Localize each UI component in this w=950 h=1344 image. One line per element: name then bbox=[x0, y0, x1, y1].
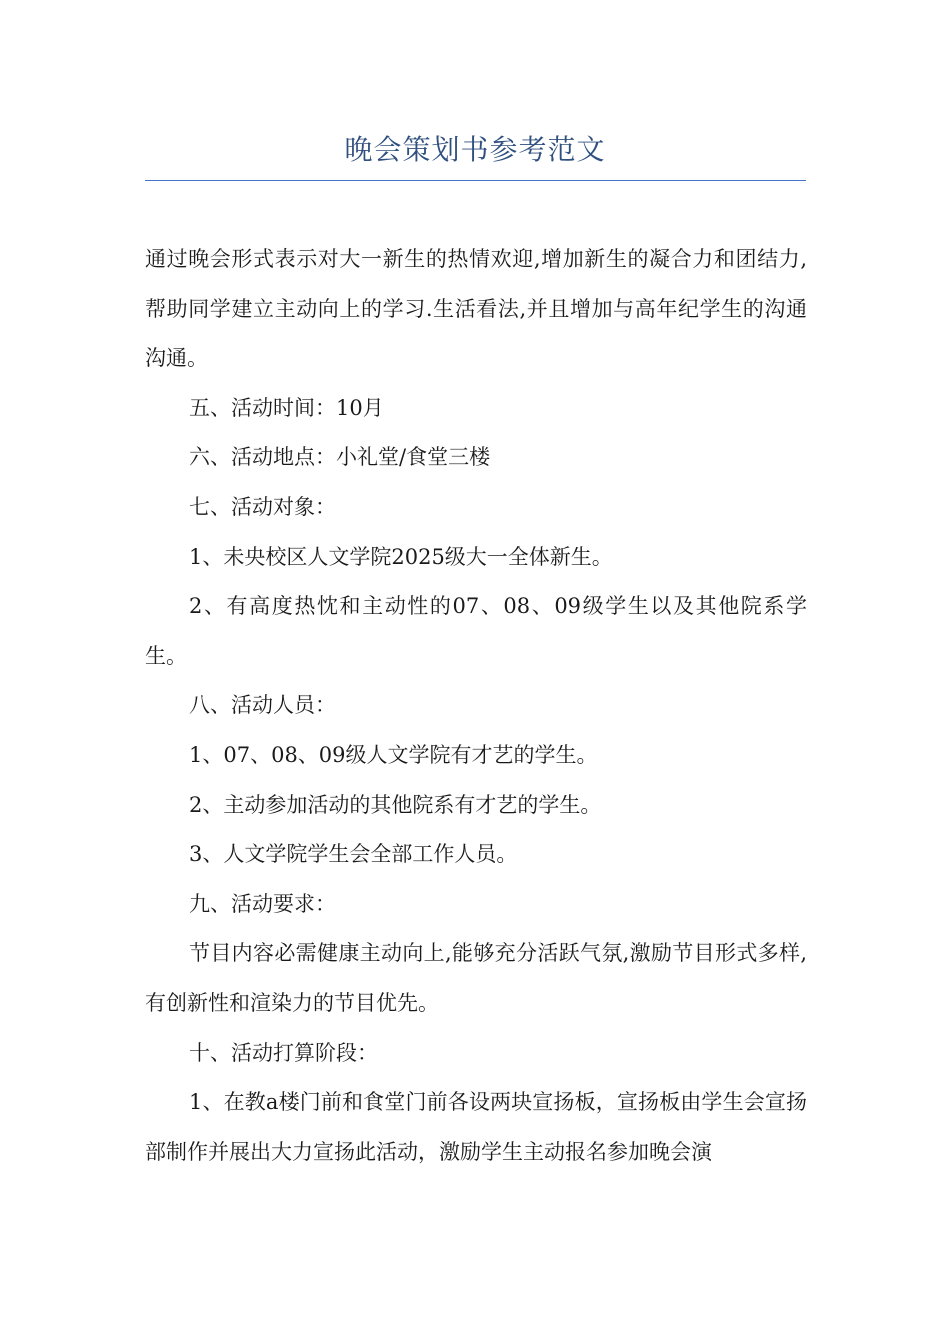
paragraph-event-time: 五、活动时间：10月 bbox=[189, 395, 384, 420]
list-item-staff-1: 1、07、08、09级人文学院有才艺的学生。 bbox=[189, 742, 598, 767]
title-underline bbox=[145, 180, 806, 181]
paragraph-intro: 通过晚会形式表示对大一新生的热情欢迎,增加新生的凝合力和团结力,帮助同学建立主动向上的学习.生活看法,并且增加与高年纪学生的沟通沟通。 bbox=[145, 247, 807, 371]
heading-event-staff: 八、活动人员： bbox=[189, 693, 336, 718]
heading-event-audience: 七、活动对象： bbox=[189, 494, 336, 519]
list-item-staff-2: 2、主动参加活动的其他院系有才艺的学生。 bbox=[189, 792, 602, 817]
list-item-staff-3: 3、人文学院学生会全部工作人员。 bbox=[189, 842, 518, 867]
paragraph-event-location: 六、活动地点：小礼堂/食堂三楼 bbox=[189, 445, 491, 470]
heading-preparation-stage: 十、活动打算阶段： bbox=[189, 1040, 378, 1065]
list-item-audience-1: 1、未央校区人文学院2025级大一全体新生。 bbox=[189, 544, 613, 569]
paragraph-requirements: 节目内容必需健康主动向上,能够充分活跃气氛,激励节目形式多样,有创新性和渲染力的节目优先。 bbox=[145, 941, 807, 1015]
document-title: 晚会策划书参考范文 bbox=[344, 133, 606, 166]
list-item-audience-2: 2、有高度热忱和主动性的07、08、09级学生以及其他院系学生。 bbox=[145, 594, 807, 668]
list-item-preparation-1: 1、在教a楼门前和食堂门前各设两块宣扬板，宣扬板由学生会宣扬部制作并展出大力宣扬此活动，激励学生主动报名参加晚会演 bbox=[145, 1090, 807, 1164]
document-body bbox=[145, 235, 807, 1177]
heading-event-requirements: 九、活动要求： bbox=[189, 891, 336, 916]
